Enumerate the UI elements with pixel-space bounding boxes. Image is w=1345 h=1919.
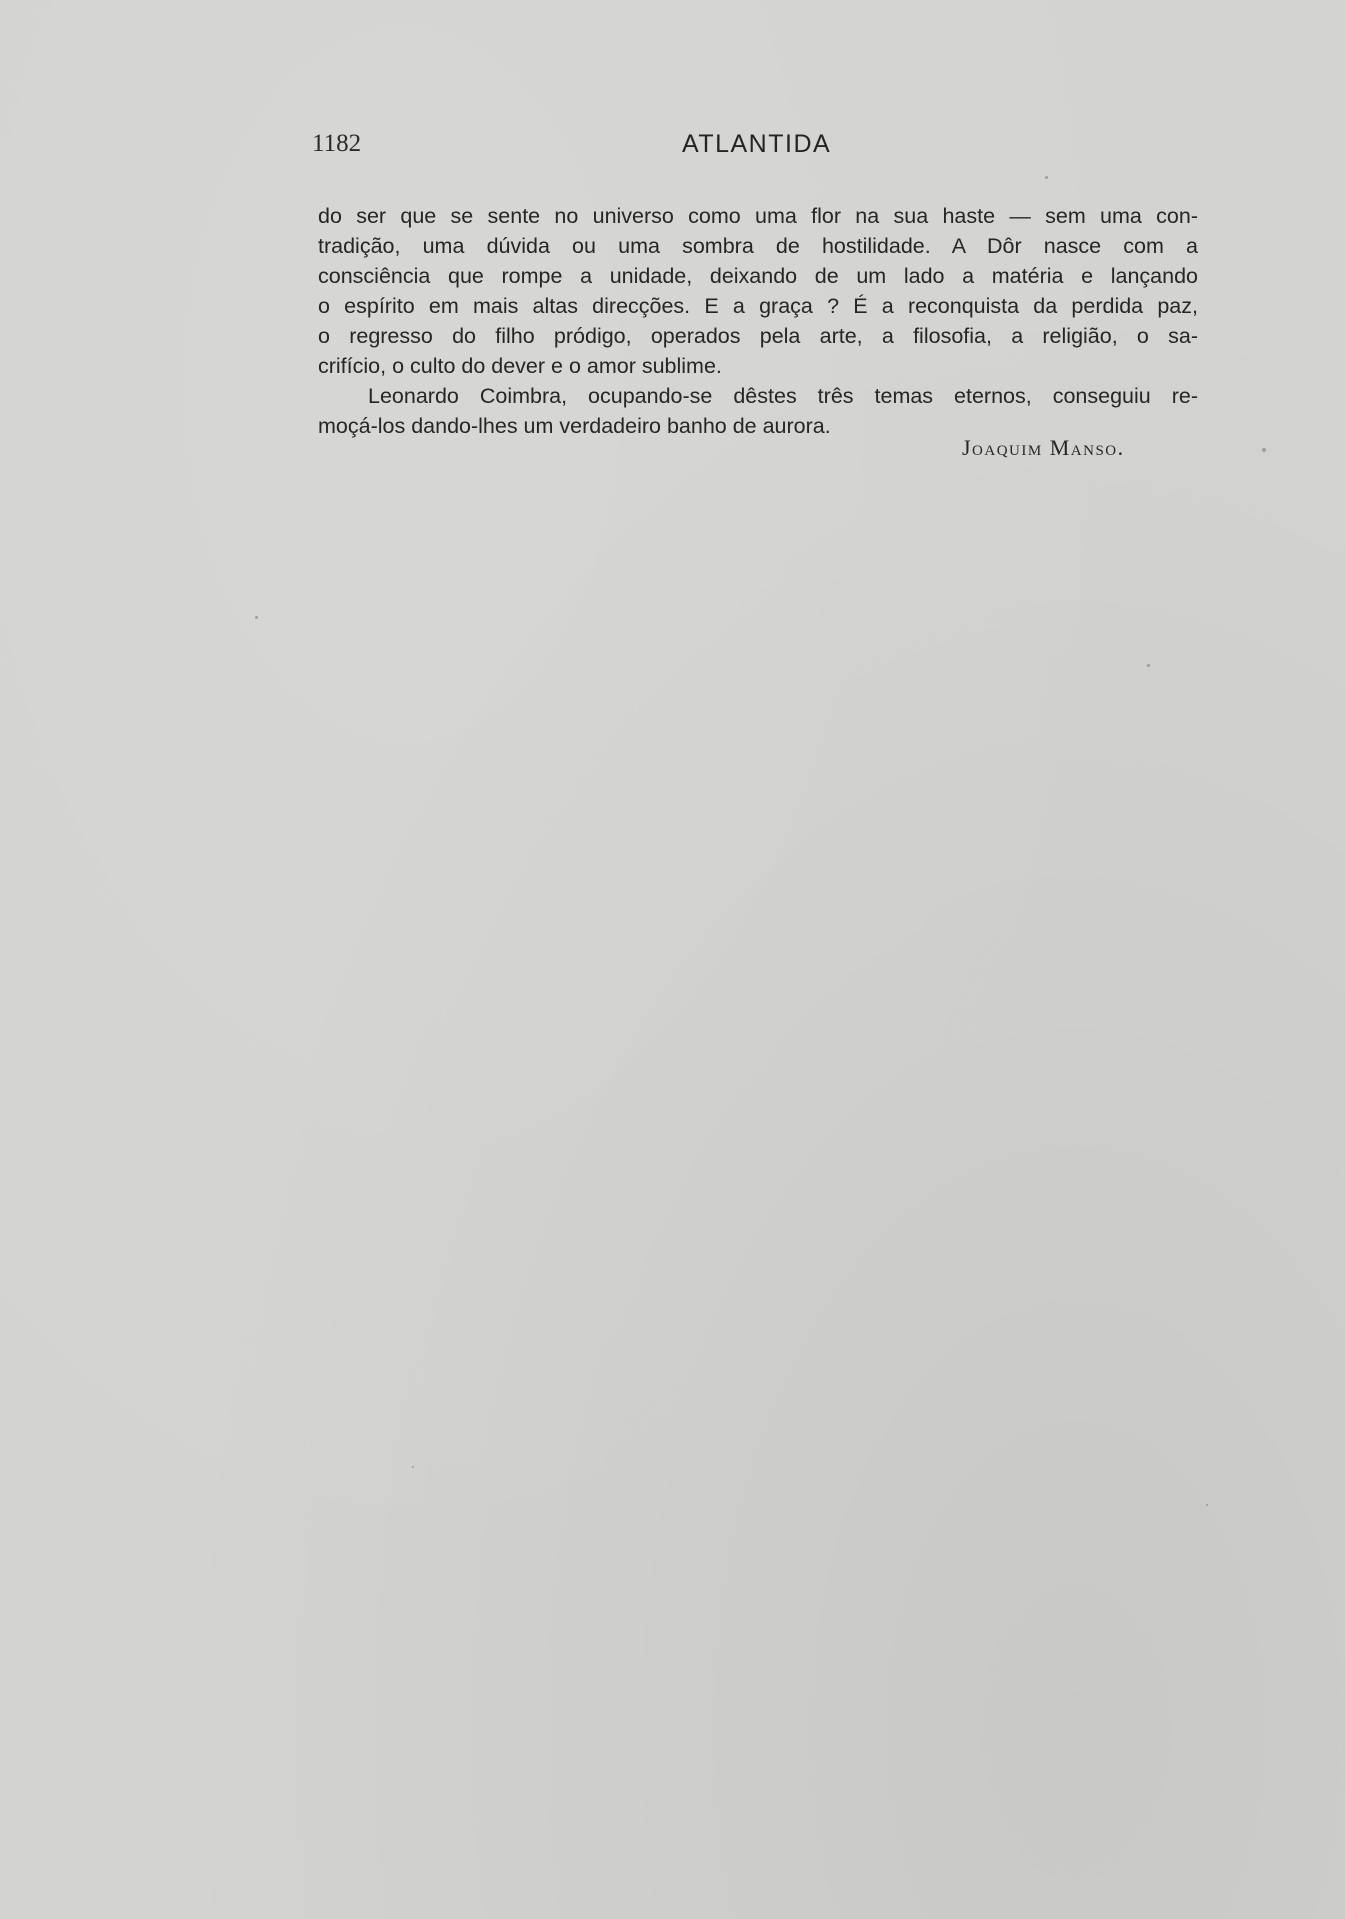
text-line: Leonardo Coimbra, ocupando-se dêstes três temas eternos, conseguiu re- xyxy=(368,384,1198,408)
running-head xyxy=(312,130,1182,164)
scan-speck xyxy=(1206,1504,1208,1506)
article-body xyxy=(318,201,1198,441)
author-signature: Joaquim Manso. xyxy=(962,435,1125,460)
text-line: o regresso do filho pródigo, operados pela arte, a filosofia, a religião, o sa- xyxy=(318,324,1198,348)
scan-speck xyxy=(1262,448,1266,452)
text-line: o espírito em mais altas direcções. E a graça ? É a reconquista da perdida paz, xyxy=(318,294,1198,318)
journal-title: ATLANTIDA xyxy=(682,130,832,158)
text-line: do ser que se sente no universo como uma flor na sua haste — sem uma con- xyxy=(318,204,1198,228)
scan-speck xyxy=(1045,176,1048,179)
text-line: crifício, o culto do dever e o amor sublime. xyxy=(318,354,722,378)
text-line: tradição, uma dúvida ou uma sombra de hostilidade. A Dôr nasce com a xyxy=(318,234,1198,258)
text-line: moçá-los dando-lhes um verdadeiro banho de aurora. xyxy=(318,414,831,438)
page-number: 1182 xyxy=(312,130,362,157)
scan-speck xyxy=(255,616,258,619)
scan-speck xyxy=(1147,664,1150,667)
text-line: consciência que rompe a unidade, deixando de um lado a matéria e lançando xyxy=(318,264,1198,288)
scan-speck xyxy=(412,1466,414,1468)
